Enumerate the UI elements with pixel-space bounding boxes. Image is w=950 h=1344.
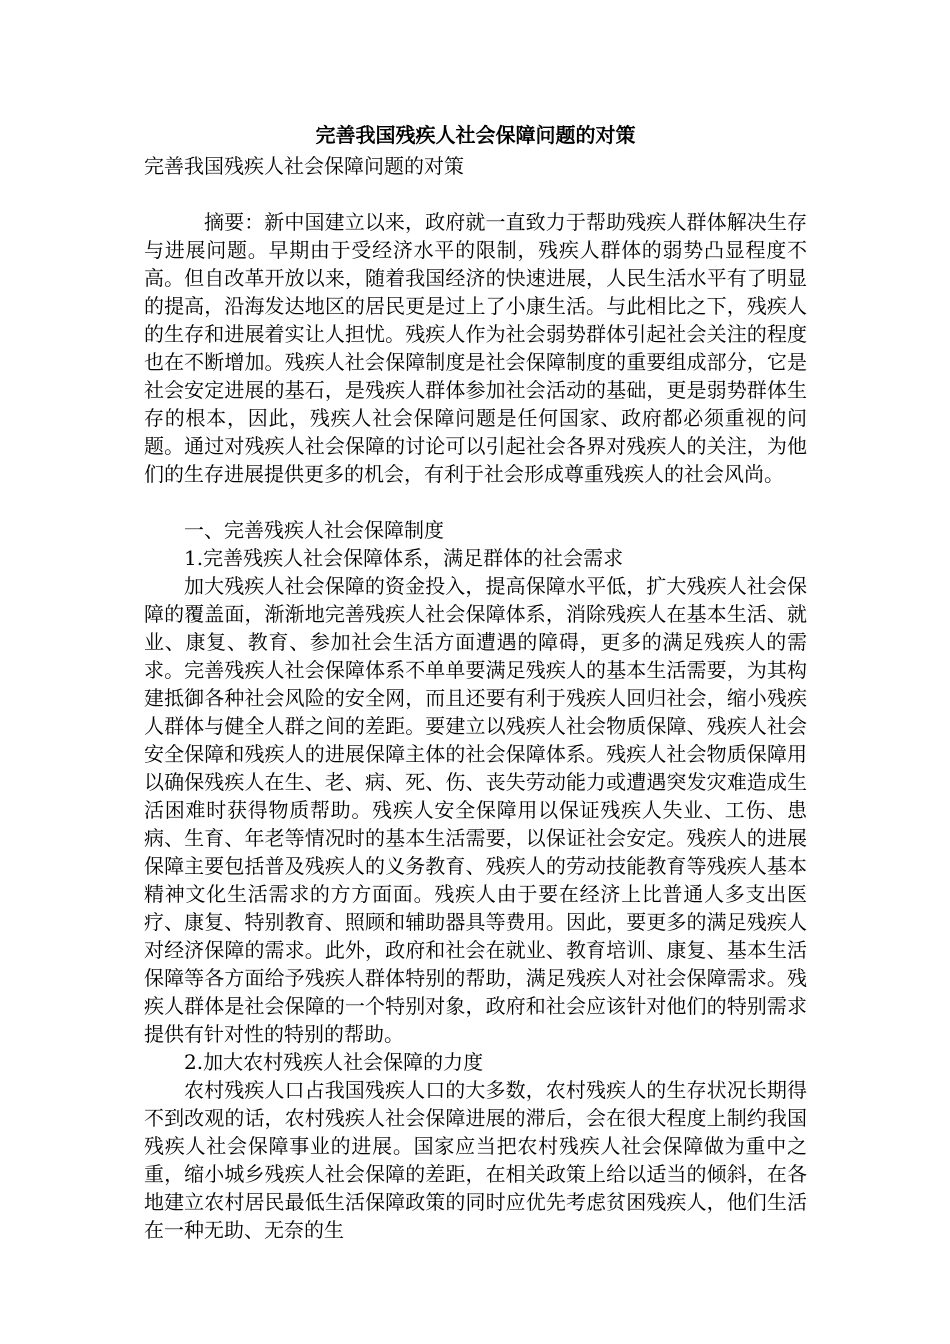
- body-paragraph-2: 农村残疾人口占我国残疾人口的大多数，农村残疾人的生存状况长期得不到改观的话，农村残疾人社会保障进展的滞后，会在很大程度上制约我国残疾人社会保障事业的进展。国家应当把农村残疾人社会保障做为重中之重，缩小城乡残疾人社会保障的差距，在相关政策上给以适当的倾斜，在各地建立农村居民最低生活保障政策的同时应优先考虑贫困残疾人，他们生活在一种无助、无奈的生: [144, 1078, 807, 1242]
- blank-line: [144, 180, 807, 208]
- document-title: 完善我国残疾人社会保障问题的对策: [315, 123, 636, 147]
- blank-line: [144, 488, 807, 516]
- document-page: [144, 118, 807, 1244]
- abstract-paragraph: 摘要：新中国建立以来，政府就一直致力于帮助残疾人群体解决生存与进展问题。早期由于受经济水平的限制，残疾人群体的弱势凸显程度不高。但自改革开放以来，随着我国经济的快速进展，人民生活水平有了明显的提高，沿海发达地区的居民更是过上了小康生活。与此相比之下，残疾人的生存和进展着实让人担忧。残疾人作为社会弱势群体引起社会关注的程度也在不断增加。残疾人社会保障制度是社会保障制度的重要组成部分，它是社会安定进展的基石，是残疾人群体参加社会活动的基础，更是弱势群体生存的根本，因此，残疾人社会保障问题是任何国家、政府都必须重视的问题。通过对残疾人社会保障的讨论可以引起社会各界对残疾人的关注，为他们的生存进展提供更多的机会，有利于社会形成尊重残疾人的社会风尚。: [144, 210, 807, 486]
- subsection-heading-1: 1.完善残疾人社会保障体系，满足群体的社会需求: [184, 546, 624, 570]
- body-paragraph-1: 加大残疾人社会保障的资金投入，提高保障水平低，扩大残疾人社会保障的覆盖面，渐渐地完善残疾人社会保障体系，消除残疾人在基本生活、就业、康复、教育、参加社会生活方面遭遇的障碍，更多的满足残疾人的需求。完善残疾人社会保障体系不单单要满足残疾人的基本生活需要，为其构建抵御各种社会风险的安全网，而且还要有利于残疾人回归社会，缩小残疾人群体与健全人群之间的差距。要建立以残疾人社会物质保障、残疾人社会安全保障和残疾人的进展保障主体的社会保障体系。残疾人社会物质保障用以确保残疾人在生、老、病、死、伤、丧失劳动能力或遭遇突发灾难造成生活困难时获得物质帮助。残疾人安全保障用以保证残疾人失业、工伤、患病、生育、年老等情况时的基本生活需要，以保证社会安定。残疾人的进展保障主要包括普及残疾人的义务教育、残疾人的劳动技能教育等残疾人基本精神文化生活需求的方方面面。残疾人由于要在经济上比普通人多支出医疗、康复、特别教育、照顾和辅助器具等费用。因此，要更多的满足残疾人对经济保障的需求。此外，政府和社会在就业、教育培训、康复、基本生活保障等各方面给予残疾人群体特别的帮助，满足残疾人对社会保障需求。残疾人群体是社会保障的一个特别对象，政府和社会应该针对他们的特别需求提供有针对性的特别的帮助。: [144, 574, 807, 1046]
- subsection-heading-2: 2.加大农村残疾人社会保障的力度: [184, 1050, 484, 1074]
- document-subtitle: 完善我国残疾人社会保障问题的对策: [144, 154, 464, 178]
- section-heading: 一、完善残疾人社会保障制度: [184, 518, 444, 542]
